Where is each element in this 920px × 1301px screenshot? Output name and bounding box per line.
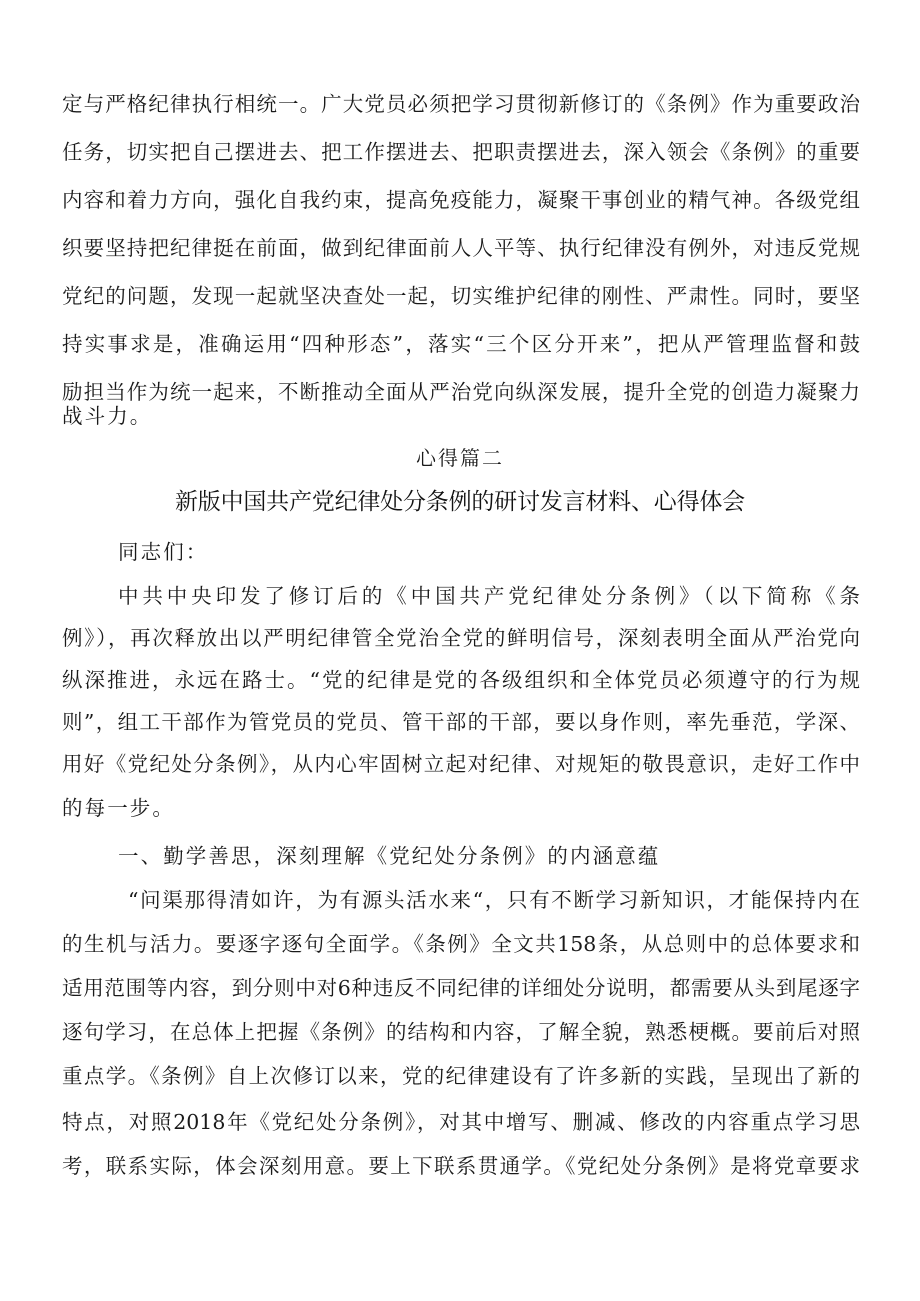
paragraph-line: 的生机与活力。要逐字逐句全面学。《条例》全文共158条，从总则中的总体要求和 xyxy=(62,932,860,956)
paragraph-line: 中共中央印发了修订后的《中国共产党纪律处分条例》（以下简称《条 xyxy=(118,584,860,608)
paragraph-line: 任务，切实把自己摆进去、把工作摆进去、把职责摆进去，深入领会《条例》的重要 xyxy=(62,140,860,164)
paragraph-line-last: 的每一步。 xyxy=(62,796,175,820)
paragraph-line: 党纪的问题，发现一起就坚决查处一起，切实维护纪律的刚性、严肃性。同时，要坚 xyxy=(62,284,860,308)
paragraph-line: 适用范围等内容，到分则中对6种违反不同纪律的详细处分说明，都需要从头到尾逐字 xyxy=(62,976,860,1000)
paragraph-line: 内容和着力方向，强化自我约束，提高免疫能力，凝聚干事创业的精气神。各级党组 xyxy=(62,188,860,212)
paragraph-line: 励担当作为统一起来，不断推动全面从严治党向纵深发展，提升全党的创造力凝聚力 xyxy=(62,380,860,404)
paragraph-line: 用好《党纪处分条例》，从内心牢固树立起对纪律、对规矩的敬畏意识，走好工作中 xyxy=(62,752,860,776)
document-title: 新版中国共产党纪律处分条例的研讨发言材料、心得体会 xyxy=(174,489,745,515)
paragraph-line: 织要坚持把纪律挺在前面，做到纪律面前人人平等、执行纪律没有例外，对违反党规 xyxy=(62,236,860,260)
paragraph-line: 逐句学习，在总体上把握《条例》的结构和内容，了解全貌，熟悉梗概。要前后对照 xyxy=(62,1020,860,1044)
paragraph-line: 例》），再次释放出以严明纪律管全党治全党的鲜明信号，深刻表明全面从严治党向 xyxy=(62,626,860,650)
paragraph-line: 考，联系实际，体会深刻用意。要上下联系贯通学。《党纪处分条例》是将党章要求 xyxy=(62,1154,860,1178)
paragraph-line: 特点，对照2018年《党纪处分条例》，对其中增写、删减、修改的内容重点学习思 xyxy=(62,1110,860,1134)
paragraph-line: 则”，组工干部作为管党员的党员、管干部的干部，要以身作则，率先垂范，学深、 xyxy=(62,710,860,734)
paragraph-line: 定与严格纪律执行相统一。广大党员必须把学习贯彻新修订的《条例》作为重要政治 xyxy=(62,92,860,116)
paragraph-line: 纵深推进，永远在路士。“党的纪律是党的各级组织和全体党员必须遵守的行为规 xyxy=(62,668,860,692)
paragraph-line: 重点学。《条例》自上次修订以来，党的纪律建设有了许多新的实践，呈现出了新的 xyxy=(62,1064,860,1088)
paragraph-line: 持实事求是，准确运用“四种形态”，落实“三个区分开来”，把从严管理监督和鼓 xyxy=(62,332,860,356)
paragraph-line: “问渠那得清如许，为有源头活水来“，只有不断学习新知识，才能保持内在 xyxy=(128,888,860,912)
section-heading: 一、勤学善思，深刻理解《党纪处分条例》的内涵意蕴 xyxy=(118,844,661,868)
salutation: 同志们： xyxy=(118,540,209,564)
paragraph-line-last: 战斗力。 xyxy=(62,404,153,428)
section-label: 心得篇二 xyxy=(416,446,504,470)
